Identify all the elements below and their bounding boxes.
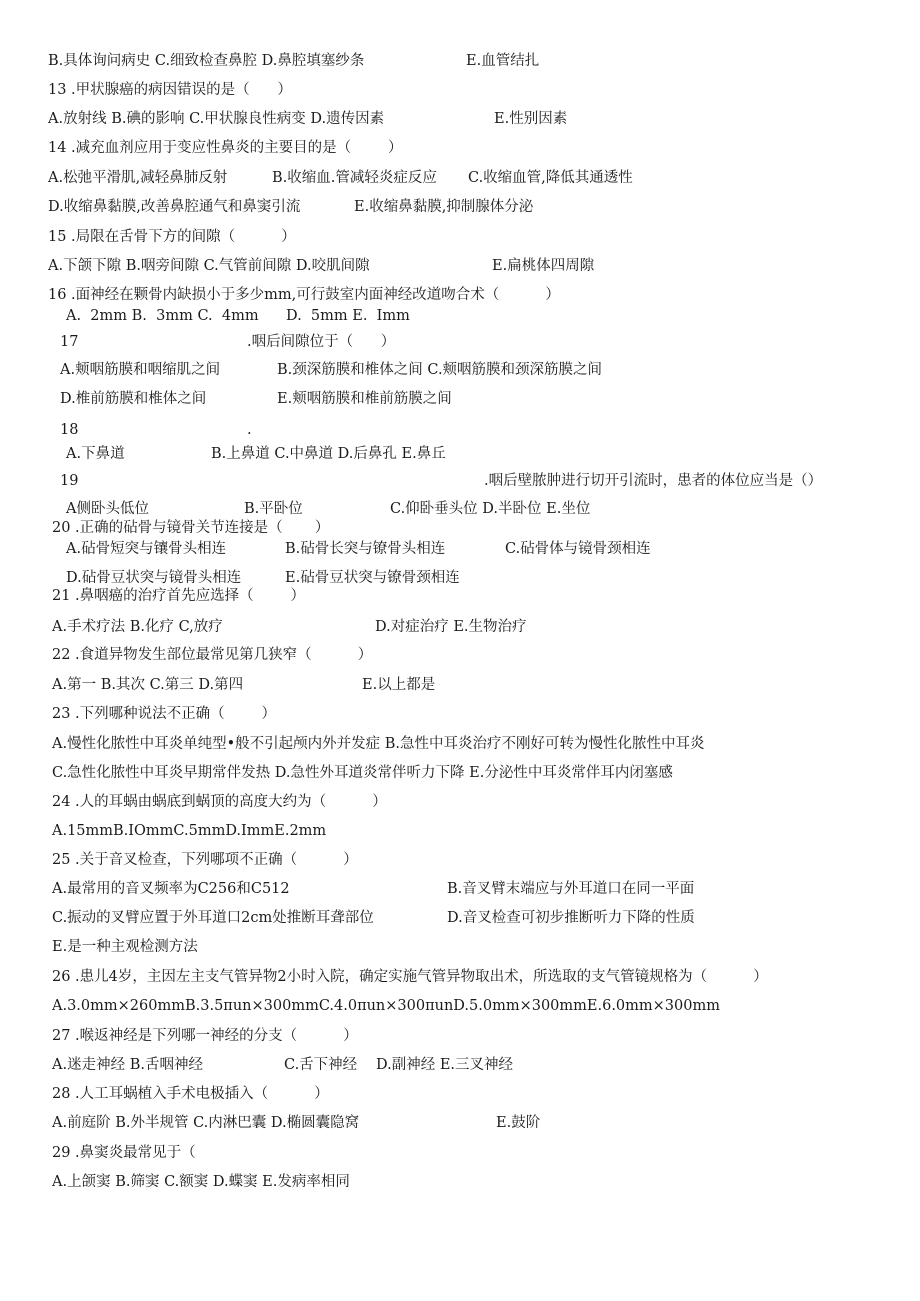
text-line-l11-seg-1: .咽后间隙位于（ ）: [247, 334, 396, 350]
text-line-l13-seg-0: D.椎前筋膜和椎体之间: [60, 391, 207, 407]
text-line-l06-seg-0: D.收缩鼻黏膜,改善鼻腔通气和鼻窦引流: [48, 199, 301, 215]
text-line-l05-seg-0: A.松弛平滑肌,减轻鼻肺反射: [48, 170, 228, 186]
text-line-l14-seg-0: 18: [60, 422, 79, 438]
text-line-l31-seg-0: A.最常用的音叉频率为C256和C512: [52, 881, 290, 897]
text-line-l23-seg-0: 22 .食道异物发生部位最常见第几狭窄（ ）: [52, 647, 373, 663]
text-line-l18-seg-0: 20 .正确的砧骨与镜骨关节连接是（ ）: [52, 520, 330, 536]
text-line-l30-seg-0: 25 .关于音叉检查，下列哪项不正确（ ）: [52, 852, 358, 868]
text-line-l12-seg-0: A.颊咽筋膜和咽缩肌之间: [60, 362, 221, 378]
text-line-l17-seg-0: A侧卧头低位: [66, 501, 149, 517]
text-line-l32-seg-0: C.振动的叉臂应置于外耳道口2cm处推断耳聋部位: [52, 910, 374, 926]
text-line-l22-seg-1: D.对症治疗 E.生物治疗: [375, 619, 527, 635]
text-line-l02-seg-0: 13 .甲状腺癌的病因错误的是（ ）: [48, 82, 292, 98]
text-line-l17-seg-2: C.仰卧垂头位 D.半卧位 E.坐位: [390, 501, 591, 517]
text-line-l05-seg-1: B.收缩血.管减轻炎症反应: [272, 170, 437, 186]
text-line-l14-seg-1: .: [247, 422, 252, 438]
text-line-l25-seg-0: 23 .下列哪种说法不正确（ ）: [52, 706, 277, 722]
text-line-l01-seg-1: E.血管结扎: [466, 53, 540, 69]
text-line-l21-seg-0: 21 .鼻咽癌的治疗首先应选择（ ）: [52, 588, 306, 604]
text-line-l11-seg-0: 17: [60, 334, 79, 350]
text-line-l20-seg-1: E.砧骨豆状突与镣骨颈相连: [285, 570, 460, 586]
text-line-l20-seg-0: D.砧骨豆状突与镜骨头相连: [66, 570, 242, 586]
text-line-l32-seg-1: D.音叉检查可初步推断听力下降的性质: [447, 910, 695, 926]
text-line-l01-seg-0: B.具体询问病史 C.细致检查鼻腔 D.鼻腔填塞纱条: [48, 53, 365, 69]
text-line-l16-seg-0: 19: [60, 473, 79, 489]
text-line-l19-seg-2: C.砧骨体与镜骨颈相连: [505, 541, 651, 557]
text-line-l31-seg-1: B.音叉臂末端应与外耳道口在同一平面: [447, 881, 695, 897]
text-line-l17-seg-1: B.平卧位: [244, 501, 303, 517]
text-line-l19-seg-1: B.砧骨长突与镣骨头相连: [285, 541, 446, 557]
text-line-l37-seg-0: A.迷走神经 B.舌咽神经: [52, 1057, 203, 1073]
text-line-l24-seg-0: A.第一 B.其次 C.第三 D.第四: [52, 677, 244, 693]
text-line-l03-seg-0: A.放射线 B.碘的影响 C.甲状腺良性病变 D.遗传因素: [48, 111, 385, 127]
text-line-l05-seg-2: C.收缩血管,降低其通透性: [468, 170, 633, 186]
text-line-l41-seg-0: A.上颌窦 B.筛窦 C.额窦 D.蝶窦 E.发病率相同: [52, 1174, 350, 1190]
text-line-l39-seg-1: E.鼓阶: [496, 1115, 541, 1131]
text-line-l12-seg-1: B.颈深筋膜和椎体之间 C.颊咽筋膜和颈深筋膜之间: [277, 362, 603, 378]
text-line-l16-seg-1: .咽后壁脓肿进行切开引流时，患者的体位应当是（）: [484, 473, 823, 489]
text-line-l29-seg-0: A.15mmB.IOmmC.5mmD.ImmE.2mm: [52, 823, 327, 839]
text-line-l28-seg-0: 24 .人的耳蜗由蜗底到蜗顶的高度大约为（ ）: [52, 794, 387, 810]
text-line-l36-seg-0: 27 .喉返神经是下列哪一神经的分支（ ）: [52, 1028, 358, 1044]
text-line-l27-seg-0: C.急性化脓性中耳炎早期常伴发热 D.急性外耳道炎常伴听力下降 E.分泌性中耳炎常伴耳内闭塞感: [52, 765, 673, 781]
text-line-l24-seg-1: E.以上都是: [362, 677, 436, 693]
text-line-l19-seg-0: A.砧骨短突与镶骨头相连: [66, 541, 227, 557]
text-line-l22-seg-0: A.手术疗法 B.化疗 C,放疗: [52, 619, 223, 635]
text-line-l35-seg-0: A.3.0mm×260mmB.3.5πun×300mmC.4.0πun×300πunD.5.0mm×300mmE.6.0mm×300mm: [52, 998, 720, 1014]
text-line-l37-seg-2: D.副神经 E.三叉神经: [376, 1057, 514, 1073]
text-line-l13-seg-1: E.颊咽筋膜和椎前筋膜之间: [277, 391, 452, 407]
text-line-l40-seg-0: 29 .鼻窦炎最常见于（: [52, 1145, 196, 1161]
text-line-l37-seg-1: C.舌下神经: [284, 1057, 358, 1073]
text-line-l04-seg-0: 14 .减充血剂应用于变应性鼻炎的主要目的是（ ）: [48, 140, 403, 156]
text-line-l08-seg-0: A.下颌下隙 B.咽旁间隙 C.气管前间隙 D.咬肌间隙: [48, 258, 370, 274]
text-line-l39-seg-0: A.前庭阶 B.外半规管 C.内淋巴囊 D.椭圆囊隐窝: [52, 1115, 360, 1131]
text-line-l10-seg-0: A. 2mm B. 3mm C. 4mm: [66, 308, 259, 324]
text-line-l07-seg-0: 15 .局限在舌骨下方的间隙（ ）: [48, 229, 296, 245]
text-line-l03-seg-1: E.性别因素: [494, 111, 568, 127]
text-line-l34-seg-0: 26 .患儿4岁，主因左主支气管异物2小时入院，确定实施气管异物取出术，所选取的支气管镜规格为（ ）: [52, 969, 768, 985]
text-line-l15-seg-0: A.下鼻道: [66, 446, 125, 462]
text-line-l15-seg-1: B.上鼻道 C.中鼻道 D.后鼻孔 E.鼻丘: [211, 446, 446, 462]
text-line-l33-seg-0: E.是一种主观检测方法: [52, 939, 198, 955]
text-line-l08-seg-1: E.扁桃体四周隙: [492, 258, 595, 274]
text-line-l38-seg-0: 28 .人工耳蜗植入手术电极插入（ ）: [52, 1086, 329, 1102]
text-line-l06-seg-1: E.收缩鼻黏膜,抑制腺体分泌: [354, 199, 534, 215]
text-line-l26-seg-0: A.慢性化脓性中耳炎单纯型•般不引起颅内外并发症 B.急性中耳炎治疗不刚好可转为慢性化脓性中耳炎: [52, 736, 705, 752]
text-line-l10-seg-1: D. 5mm E. Imm: [286, 308, 410, 324]
text-line-l09-seg-0: 16 .面神经在颗骨内缺损小于多少mm,可行鼓室内面神经改道吻合术（ ）: [48, 287, 560, 303]
